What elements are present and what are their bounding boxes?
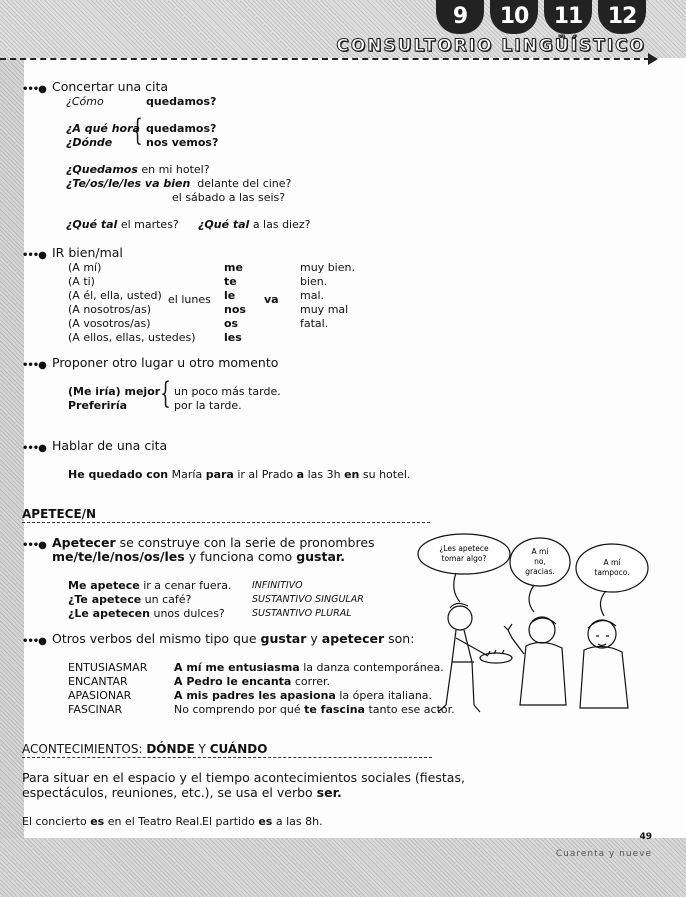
unit-number: 10 <box>490 0 538 34</box>
verb-name: APASIONAR <box>68 689 132 702</box>
brace-icon: { <box>132 113 143 148</box>
unit-number: 11 <box>544 0 592 34</box>
scan-shadow-bottom <box>0 838 686 897</box>
example-text: ¿Dónde <box>66 136 113 149</box>
example-line: He quedado con María para ir al Prado a las 3h en su hotel. <box>68 468 411 481</box>
bullet-icon: •••● <box>22 360 46 371</box>
bubble-tail <box>529 585 534 612</box>
bullet-icon: •••● <box>22 250 46 261</box>
explanation-line: me/te/le/nos/os/les y funciona como gustar. <box>52 549 346 564</box>
person-label: (A él, ella, usted) <box>68 289 162 302</box>
bubble-text: no, <box>534 557 546 566</box>
example-line: ¿Te/os/le/les va bien delante del cine? <box>66 177 292 190</box>
person-body <box>580 646 628 708</box>
section-divider <box>22 757 432 758</box>
bubble-text: A mí <box>531 547 549 556</box>
raised-hand <box>504 624 512 630</box>
waiter-head <box>448 606 472 630</box>
cartoon-illustration <box>416 530 652 730</box>
waiter-body <box>446 630 474 705</box>
example-line: ¿Qué tal a las diez? <box>198 218 311 231</box>
example-text: el sábado a las seis? <box>172 191 286 204</box>
bullet-icon: •••● <box>22 443 46 454</box>
person-label: (A mí) <box>68 261 102 274</box>
bubble-tail <box>454 573 460 602</box>
grammar-tag: SUSTANTIVO SINGULAR <box>252 594 364 605</box>
example-line: No comprendo por qué te fascina tanto ese actor. <box>174 703 455 716</box>
paragraph-line: espectáculos, reuniones, etc.), se usa el verbo ser. <box>22 785 342 800</box>
example-text: ¿Cómo <box>66 95 104 108</box>
topic-title: Proponer otro lugar u otro momento <box>52 355 279 370</box>
arrow-icon <box>648 53 658 65</box>
bubble-text: ¿Les apetece <box>439 544 489 553</box>
bubble-text: A mí <box>603 558 621 567</box>
page-number: 49 <box>639 832 652 842</box>
unit-numbers <box>436 0 646 34</box>
pronoun: nos <box>224 303 246 316</box>
bubble-text: tomar algo? <box>441 554 487 563</box>
example-line: El concierto es en el Teatro Real. <box>22 815 203 828</box>
example-text: por la tarde. <box>174 399 242 412</box>
pronoun: os <box>224 317 239 330</box>
person-label: (A ti) <box>68 275 95 288</box>
grammar-tag: INFINITIVO <box>252 580 303 591</box>
result-label: mal. <box>300 289 325 302</box>
example-text: quedamos? <box>146 122 217 135</box>
brace-icon: { <box>160 376 171 411</box>
grammar-tag: SUSTANTIVO PLURAL <box>252 608 352 619</box>
person-label: (A ellos, ellas, ustedes) <box>68 331 196 344</box>
example-text: un poco más tarde. <box>174 385 281 398</box>
scan-shadow-left <box>0 0 24 897</box>
unit-number: 12 <box>598 0 646 34</box>
section-divider <box>22 522 430 523</box>
pronoun: le <box>224 289 236 302</box>
example-text: nos vemos? <box>146 136 219 149</box>
person-label: (A vosotros/as) <box>68 317 151 330</box>
bubble-tail <box>600 591 606 616</box>
bullet-icon: •••● <box>22 636 46 647</box>
pronoun: les <box>224 331 242 344</box>
pronoun: me <box>224 261 243 274</box>
pronoun: te <box>224 275 237 288</box>
page-number-words: Cuarenta y nueve <box>555 849 652 859</box>
example-text: ¿A qué hora <box>66 122 140 135</box>
result-label: fatal. <box>300 317 329 330</box>
example-line: ¿Te apetece un café? <box>68 593 192 606</box>
explanation-line: Apetecer se construye con la serie de pronombres <box>52 535 375 550</box>
topic-title: IR bien/mal <box>52 245 123 260</box>
section-heading: APETECE/N <box>22 507 97 521</box>
example-line: ¿Quedamos en mi hotel? <box>66 163 210 176</box>
topic-title: Concertar una cita <box>52 79 169 94</box>
example-line: A mis padres les apasiona la ópera italiana. <box>174 689 433 702</box>
example-text: Preferiría <box>68 399 128 412</box>
serving-tray <box>480 653 512 663</box>
bullet-icon: •••● <box>22 84 46 95</box>
example-text: (Me iría) mejor <box>68 385 161 398</box>
bullet-icon: •••● <box>22 540 46 551</box>
bubble-text: gracias. <box>525 567 555 576</box>
example-line: A Pedro le encanta correr. <box>174 675 331 688</box>
example-line: El partido es a las 8h. <box>202 815 323 828</box>
example-line: Me apetece ir a cenar fuera. <box>68 579 232 592</box>
verb-label: va <box>264 293 279 306</box>
person-body <box>520 642 566 705</box>
result-label: muy bien. <box>300 261 355 274</box>
section-heading: ACONTECIMIENTOS: DÓNDE Y CUÁNDO <box>22 742 268 756</box>
verb-name: FASCINAR <box>68 703 123 716</box>
unit-number: 9 <box>436 0 484 34</box>
example-text: quedamos? <box>146 95 217 108</box>
section-title: CONSULTORIO LINGÜÍSTICO <box>336 36 646 56</box>
explanation-line: Otros verbos del mismo tipo que gustar y apetecer son: <box>52 631 415 646</box>
bubble-text: tampoco. <box>594 568 630 577</box>
result-label: bien. <box>300 275 328 288</box>
time-label: el lunes <box>168 293 211 306</box>
paragraph-line: Para situar en el espacio y el tiempo acontecimientos sociales (fiestas, <box>22 770 465 785</box>
verb-name: ENCANTAR <box>68 675 128 688</box>
topic-title: Hablar de una cita <box>52 438 168 453</box>
example-line: ¿Le apetecen unos dulces? <box>68 607 225 620</box>
example-line: A mí me entusiasma la danza contemporánea. <box>174 661 444 674</box>
result-label: muy mal <box>300 303 349 316</box>
example-line: ¿Qué tal el martes? <box>66 218 179 231</box>
person-label: (A nosotros/as) <box>68 303 151 316</box>
verb-name: ENTUSIASMAR <box>68 661 148 674</box>
header-divider <box>0 58 650 60</box>
